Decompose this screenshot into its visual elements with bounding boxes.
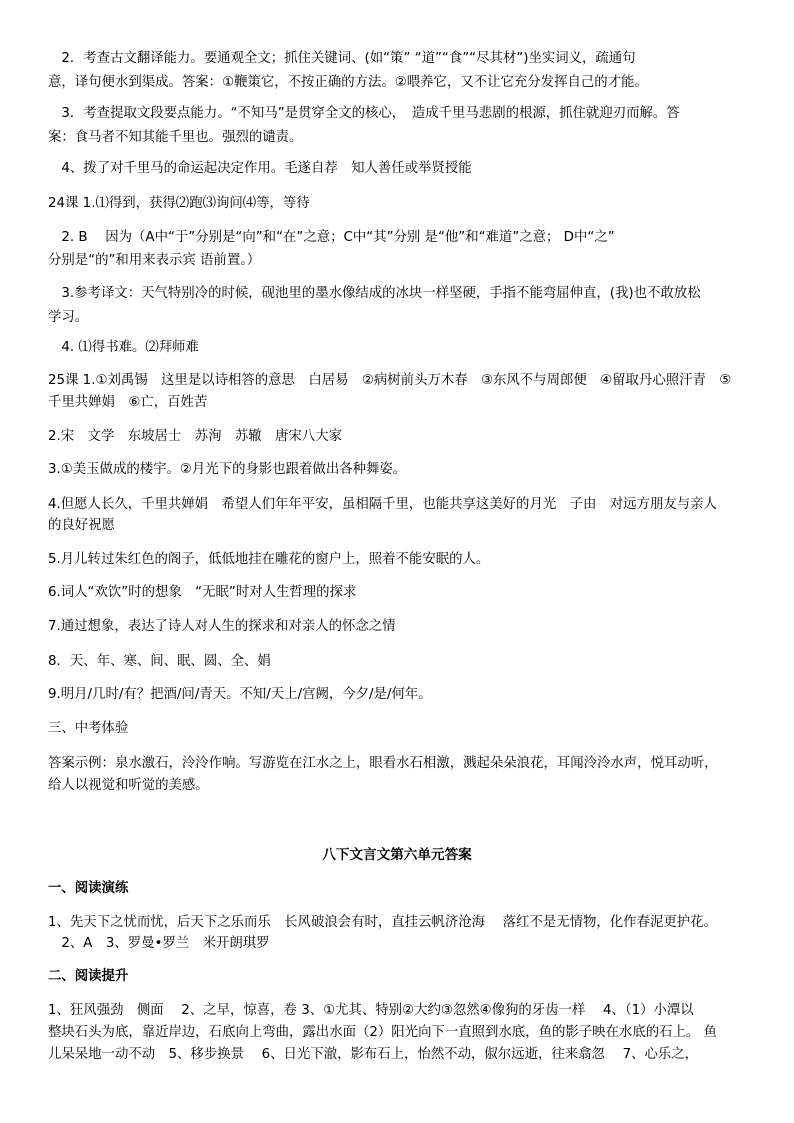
text-line: 8．天、年、寒、间、眠、圆、全、娟 bbox=[48, 654, 271, 669]
text-line: 儿呆呆地一动不动 5、移步换景 6、日光下澈，影布石上，怡然不动，俶尔远逝，往来翕忽 7、心乐之， bbox=[48, 1047, 699, 1062]
text-line: 5.月儿转过朱红色的阁子，低低地挂在雕花的窗户上，照着不能安眠的人。 bbox=[48, 552, 490, 567]
text-line: 整块石头为底，靠近岸边，石底向上弯曲，露出水面（2）阳光向下一直照到水底，鱼的影子映在水底的石上。 鱼 bbox=[48, 1025, 717, 1040]
text-line: 25课 1.①刘禹锡 这里是以诗相答的意思 白居易 ②病树前头万木春 ③东风不与周郎便 ④留取丹心照汗青 ⑤ bbox=[48, 373, 732, 388]
text-line: 3.参考译文：天气特别冷的时候，砚池里的墨水像结成的冰块一样坚硬，手指不能弯屈伸直，(我)也不敢放松 bbox=[48, 286, 701, 301]
text-line: 的良好祝愿 bbox=[48, 518, 115, 533]
text-line: 2．考查古文翻译能力。要通观全文；抓住关键词、(如“策” “道”“食”“尽其材”)坐实词义，疏通句 bbox=[48, 51, 636, 66]
text-line: 2. B 因为（A中“于”分别是“向”和“在”之意；C中“其”分别 是“他”和“难道”之意； D中“之” bbox=[48, 230, 615, 245]
text-line: 7.通过想象，表达了诗人对人生的探求和对亲人的怀念之情 bbox=[48, 619, 396, 634]
text-line: 4. ⑴得书难。⑵拜师难 bbox=[48, 340, 199, 355]
text-line: 3．考查提取文段要点能力。“不知马”是贯穿全文的核心， 造成千里马悲剧的根源，抓住就迎刃而解。答 bbox=[48, 106, 680, 121]
text-line: 给人以视觉和听觉的美感。 bbox=[48, 778, 209, 793]
text-line: 学习。 bbox=[48, 310, 89, 325]
text-line: 1、先天下之忧而忧，后天下之乐而乐 长风破浪会有时，直挂云帆济沧海 落红不是无情物，化作春泥更护花。 bbox=[48, 915, 717, 930]
text-line: 9.明月/几时/有？把酒/问/青天。不知/天上/宫阙，今夕/是/何年。 bbox=[48, 687, 432, 702]
text-line: 2.宋 文学 东坡居士 苏洵 苏辙 唐宋八大家 bbox=[48, 429, 342, 444]
text-line: 案：食马者不知其能千里也。强烈的谴责。 bbox=[48, 130, 303, 145]
text-line: 6.词人“欢饮”时的想象 “无眠”时对人生哲理的探求 bbox=[48, 585, 357, 600]
text-line: 4.但愿人长久，千里共婵娟 希望人们年年平安，虽相隔千里，也能共享这美好的月光 子由 对远方朋友与亲人 bbox=[48, 497, 717, 512]
section-heading: 一、阅读演练 bbox=[48, 881, 129, 896]
text-line: 24课 1.⑴得到，获得⑵跑⑶询问⑷等，等待 bbox=[48, 196, 310, 211]
section-title: 八下文言文第六单元答案 bbox=[322, 847, 472, 863]
section-heading: 二、阅读提升 bbox=[48, 969, 129, 984]
text-line: 2、A 3、罗曼•罗兰 米开朗琪罗 bbox=[48, 936, 270, 951]
text-line: 4、拨了对千里马的命运起决定作用。毛遂自荐 知人善任或举贤授能 bbox=[48, 161, 472, 176]
text-line: 1、狂风强劲 侧面 2、之早，惊喜，卷 3、①尤其、特别②大约③忽然④像狗的牙齿一样 4、（1）小潭以 bbox=[48, 1003, 694, 1018]
text-line: 千里共婵娟 ⑥亡，百姓苦 bbox=[48, 395, 208, 410]
text-line: 答案示例：泉水激石，泠泠作响。写游览在江水之上，眼看水石相激，溅起朵朵浪花，耳闻泠泠水声，悦耳动听， bbox=[48, 756, 718, 771]
text-line: 分别是“的”和用来表示宾 语前置。） bbox=[48, 253, 261, 268]
text-line: 意，译句便水到渠成。答案：①鞭策它，不按正确的方法。②喂养它，又不让它充分发挥自己的才能。 bbox=[48, 75, 648, 90]
text-line: 3.①美玉做成的楼宇。②月光下的身影也跟着做出各种舞姿。 bbox=[48, 462, 407, 477]
text-line: 三、中考体验 bbox=[48, 721, 129, 736]
